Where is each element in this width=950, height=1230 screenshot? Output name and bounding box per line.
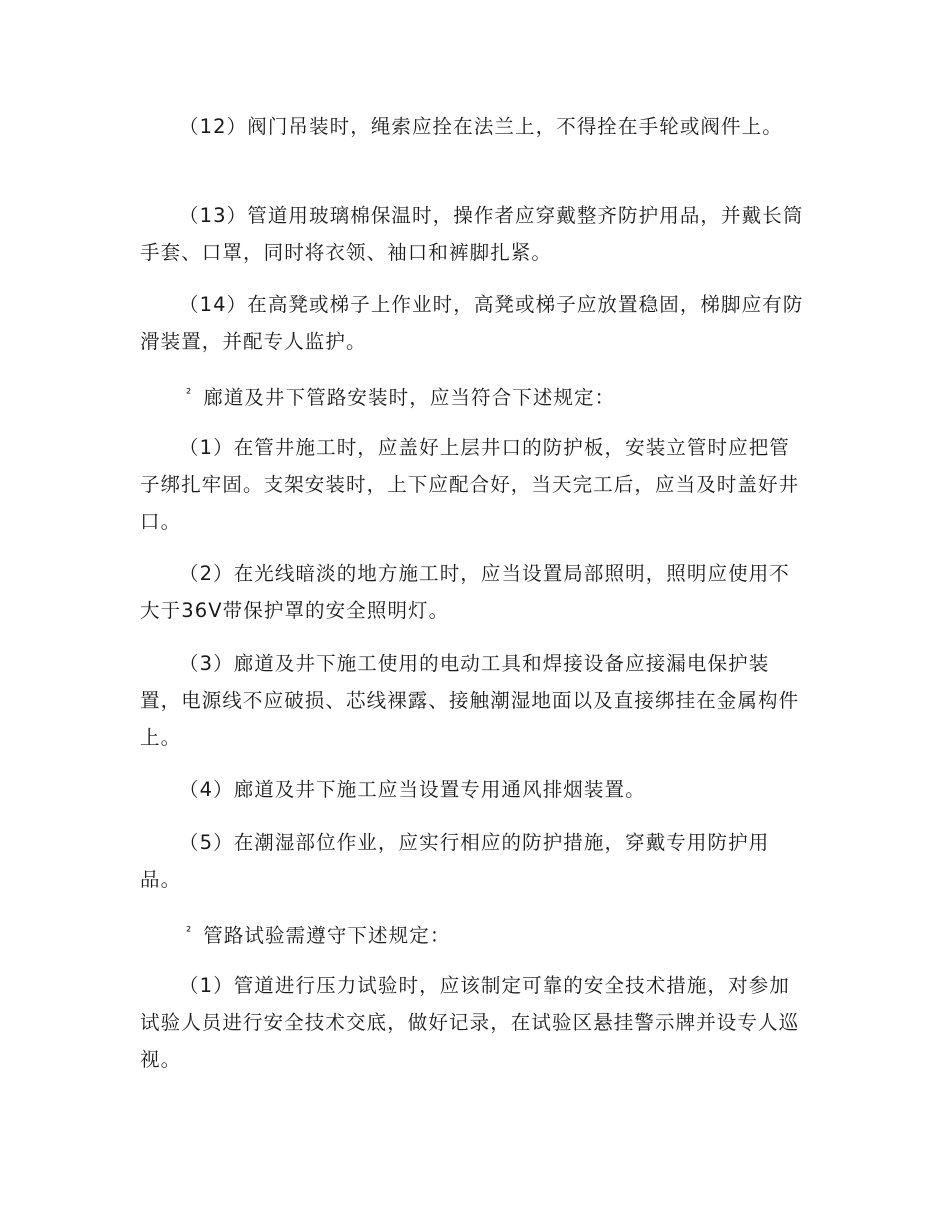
- paragraph-item-12: （12）阀门吊装时，绳索应拴在法兰上，不得拴在手轮或阀件上。: [179, 115, 783, 138]
- paragraph-item-3: （3）廊道及井下施工使用的电动工具和焊接设备应接漏电保护装置，电源线不应破损、芯线裸露、接触潮湿地面以及直接绑挂在金属构件上。: [140, 652, 800, 749]
- paragraph-item-1: （1）在管井施工时，应盖好上层井口的防护板，安装立管时应把管子绑扎牢固。支架安装时，上下应配合好，当天完工后，应当及时盖好井口。: [140, 436, 800, 533]
- section-heading-text: 廊道及井下管路安装时，应当符合下述规定：: [203, 386, 616, 409]
- paragraph-item-2: （2）在光线暗淡的地方施工时，应当设置局部照明，照明应使用不大于36V带保护罩的安全照明灯。: [140, 562, 790, 622]
- paragraph-item-13: （13）管道用玻璃棉保温时，操作者应穿戴整齐防护用品，并戴长筒手套、口罩，同时将衣领、袖口和裤脚扎紧。: [140, 204, 804, 264]
- paragraph-item-14: （14）在高凳或梯子上作业时，高凳或梯子应放置稳固，梯脚应有防滑装置，并配专人监护。: [140, 293, 804, 353]
- bullet-icon: ²: [186, 925, 192, 940]
- section-heading-corridor: [186, 376, 615, 416]
- paragraph-item-5: （5）在潮湿部位作业，应实行相应的防护措施，穿戴专用防护用品。: [140, 831, 770, 891]
- section-heading-text: 管路试验需遵守下述规定：: [203, 924, 451, 947]
- bullet-icon: ²: [186, 387, 192, 402]
- section-heading-test: [186, 914, 450, 954]
- paragraph-test-item-1: （1）管道进行压力试验时，应该制定可靠的安全技术措施，对参加试验人员进行安全技术交底，做好记录，在试验区悬挂警示牌并设专人巡视。: [140, 974, 800, 1071]
- paragraph-item-4: （4）廊道及井下施工应当设置专用通风排烟装置。: [179, 778, 646, 801]
